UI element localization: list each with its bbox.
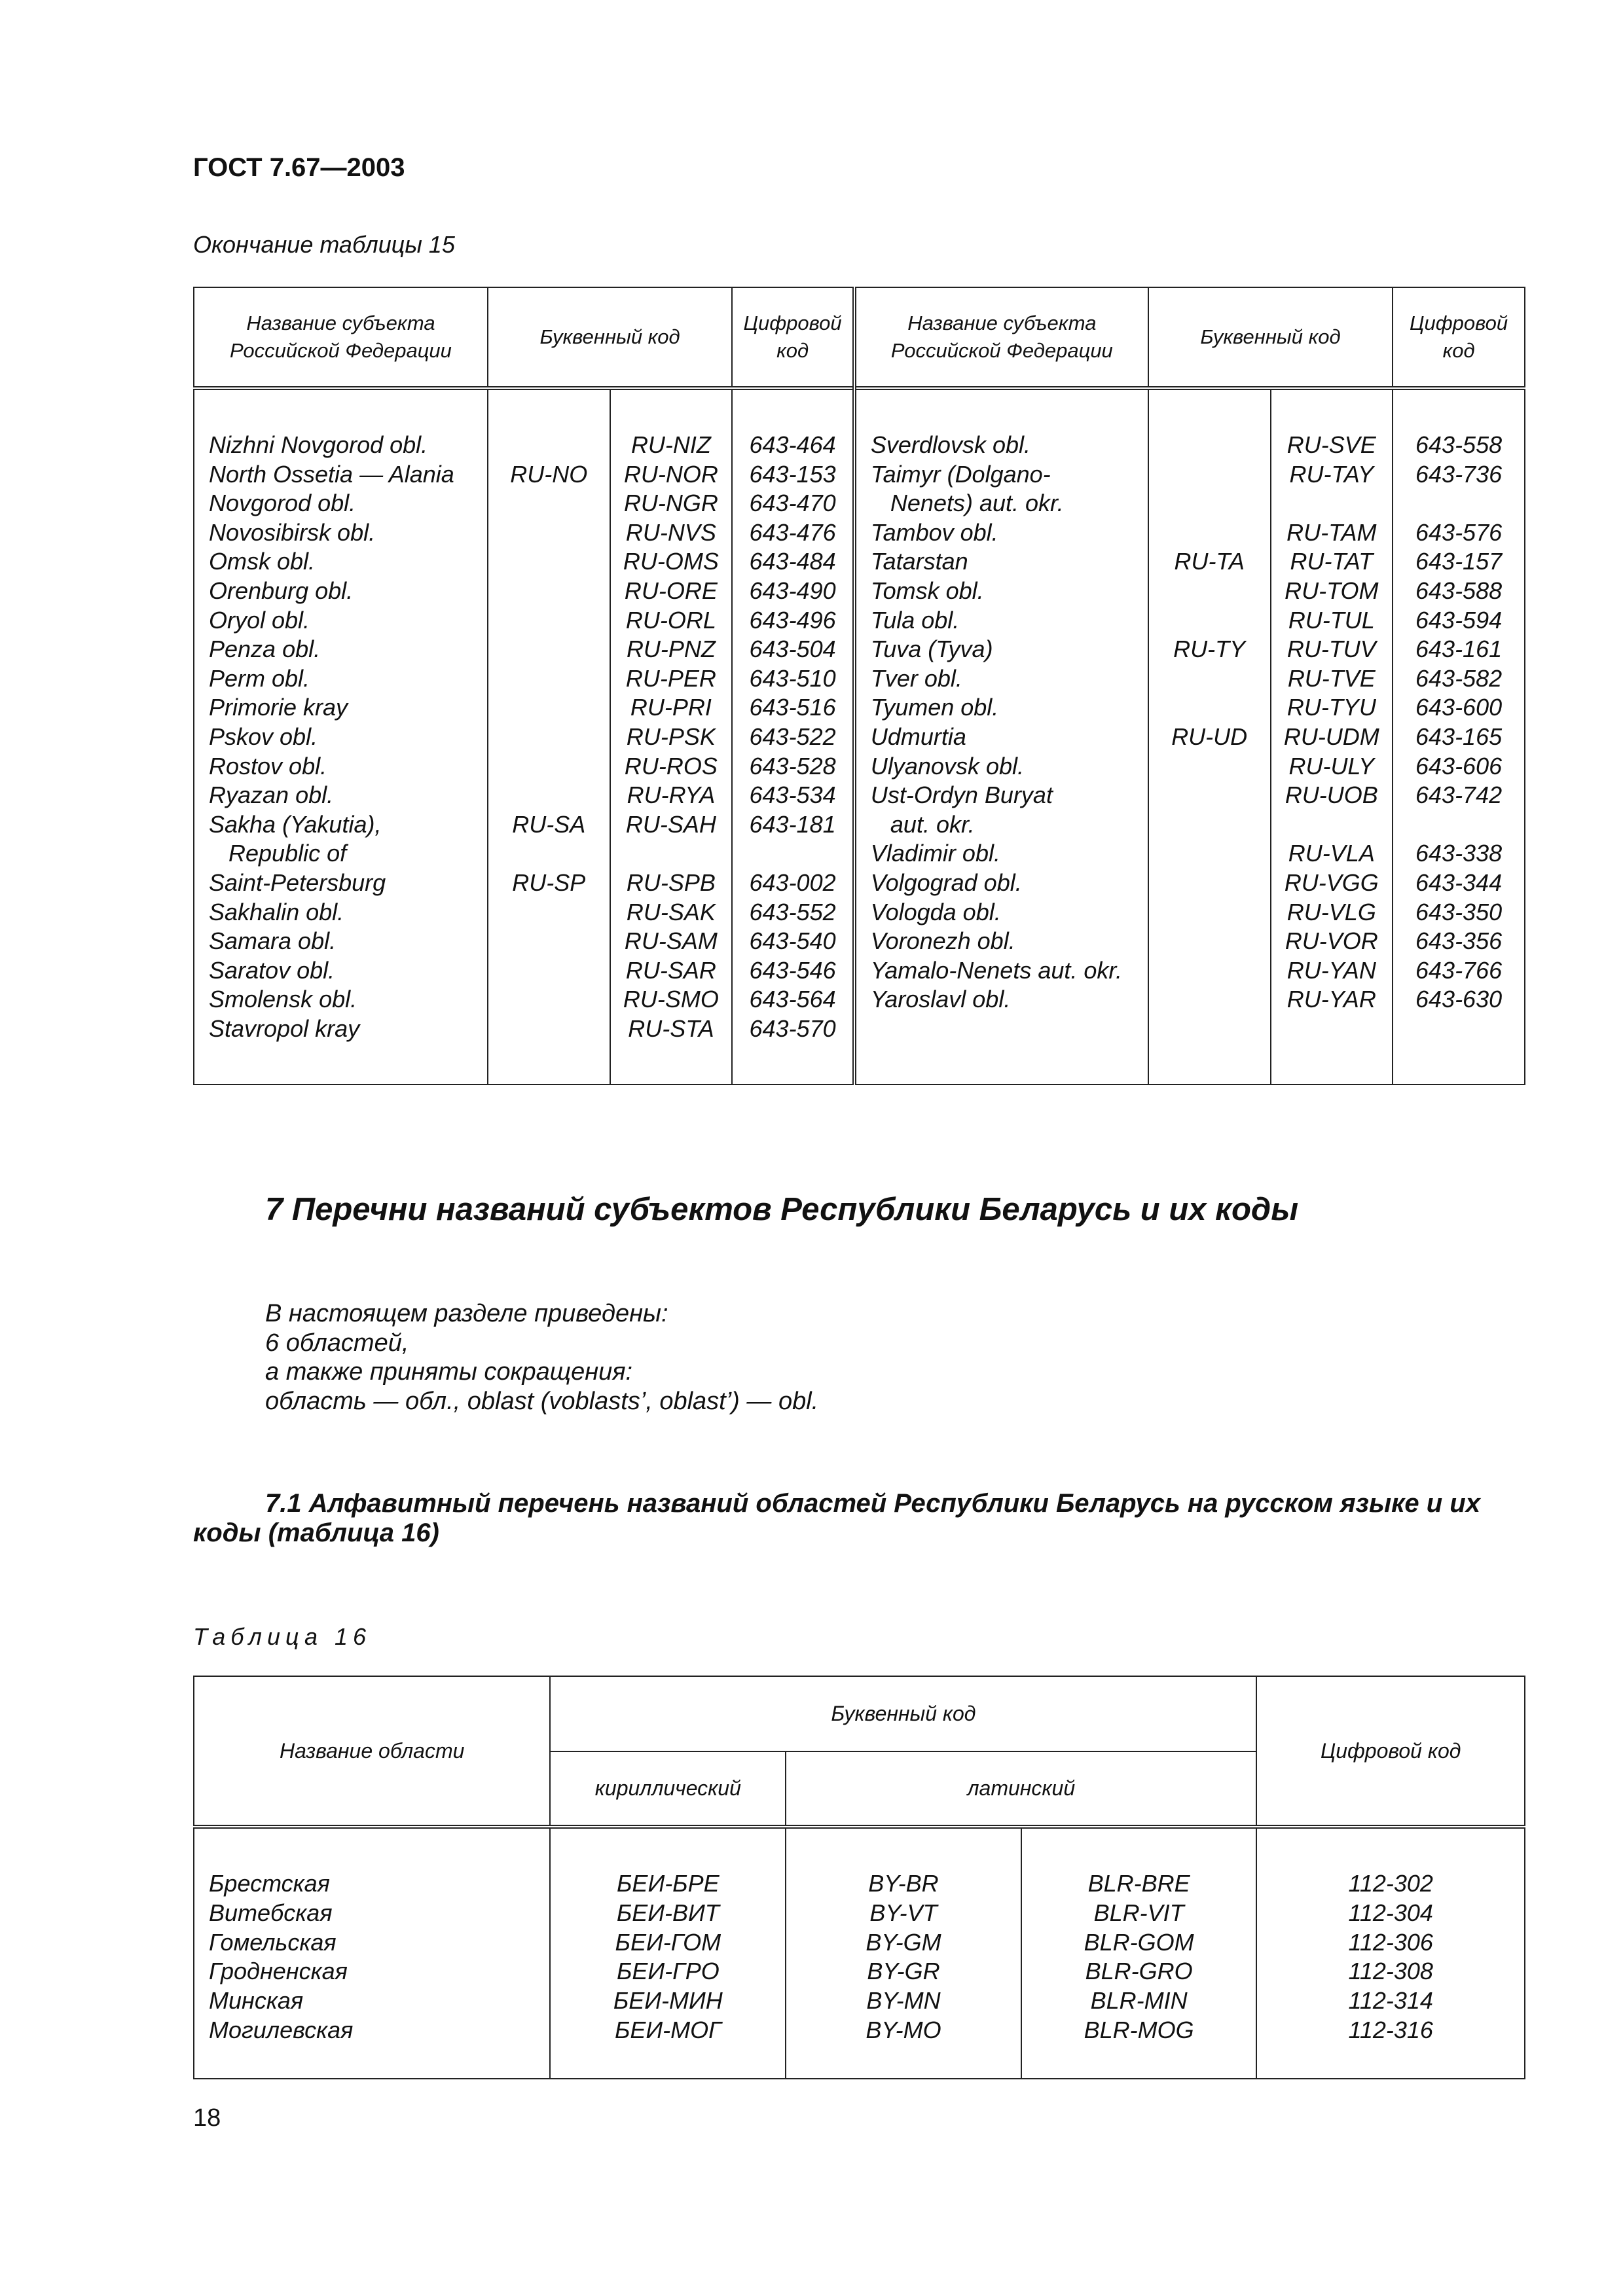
t15-right-num: 643-558 643-736 643-576 643-157 643-588 643-594 643-161 643-582 643-600 643-165 643-606 643-742 643-338 643-344 643-350 643-356 643-766 643-630	[1393, 388, 1525, 1085]
page-number: 18	[193, 2104, 221, 2132]
t15-header-num-right: Цифровой код	[1393, 287, 1525, 388]
t15-left-names: Nizhni Novgorod obl. North Ossetia — Alania Novgorod obl. Novosibirsk obl. Omsk obl. Orenburg obl. Oryol obl. Penza obl. Perm obl. Primorie kray Pskov obl. Rostov obl. Ryazan obl. Sakha (Yakutia), Republic of Saint-Petersburg Sakhalin obl. Samara obl. Saratov obl. Smolensk obl. Stavropol kray	[209, 431, 454, 1042]
t16-cyr: БЕИ-БРЕ БЕИ-ВИТ БЕИ-ГОМ БЕИ-ГРО БЕИ-МИН БЕИ-МОГ	[550, 1827, 786, 2079]
t16-num: 112-302 112-304 112-306 112-308 112-314 112-316	[1256, 1827, 1525, 2079]
t16-lat3: BLR-BRE BLR-VIT BLR-GOM BLR-GRO BLR-MIN BLR-MOG	[1021, 1827, 1257, 2079]
section-7-1-title: 7.1 Алфавитный перечень названий областей Республики Беларусь на русском языке и их коды (таблица 16)	[193, 1489, 1480, 1547]
t15-header-name-right: Название субъекта Российской Федерации	[854, 287, 1148, 388]
t16-lat2: BY-BR BY-VT BY-GM BY-GR BY-MN BY-MO	[786, 1827, 1021, 2079]
t15-right-alpha3: RU-SVE RU-TAY RU-TAM RU-TAT RU-TOM RU-TUL RU-TUV RU-TVE RU-TYU RU-UDM RU-ULY RU-UOB RU-VLA RU-VGG RU-VLG RU-VOR RU-YAN RU-YAR	[1271, 388, 1393, 1085]
t15-left-alpha3: RU-NIZ RU-NOR RU-NGR RU-NVS RU-OMS RU-ORE RU-ORL RU-PNZ RU-PER RU-PRI RU-PSK RU-ROS RU-RYA RU-SAH RU-SPB RU-SAK RU-SAM RU-SAR RU-SMO RU-STA	[610, 388, 733, 1085]
t15-header-name-left: Название субъекта Российской Федерации	[230, 312, 452, 362]
table16-caption: Таблица 16	[193, 1623, 372, 1650]
table-15	[193, 287, 1525, 1085]
t16-header-cyr: кириллический	[550, 1751, 786, 1827]
t16-names: Брестская Витебская Гомельская Гродненская Минская Могилевская	[209, 1870, 354, 2043]
table-row	[194, 388, 1525, 1085]
table15-caption: Окончание таблицы 15	[193, 231, 455, 258]
t16-header-name: Название области	[194, 1676, 550, 1827]
t16-header-num: Цифровой код	[1256, 1676, 1525, 1827]
t15-left-num: 643-464 643-153 643-470 643-476 643-484 643-490 643-496 643-504 643-510 643-516 643-522 643-528 643-534 643-181 643-002 643-552 643-540 643-546 643-564 643-570	[732, 388, 854, 1085]
t15-left-alpha2: RU-NO RU-SA RU-SP	[488, 388, 610, 1085]
t15-right-alpha2: RU-TA RU-TY RU-UD	[1148, 388, 1271, 1085]
t16-header-lat: латинский	[786, 1751, 1256, 1827]
table-16	[193, 1676, 1525, 2079]
t15-header-alpha-left: Буквенный код	[488, 287, 732, 388]
section-7-intro: В настоящем разделе приведены: 6 областей, а также приняты сокращения: область — обл., oblast (voblasts’, oblast’) — obl.	[265, 1300, 819, 1415]
table-row	[194, 1827, 1525, 2079]
document-header: ГОСТ 7.67—2003	[193, 153, 405, 182]
t15-header-num-left: Цифровой код	[732, 287, 854, 388]
t16-header-alpha: Буквенный код	[550, 1676, 1256, 1751]
section-7-title: 7 Перечни названий субъектов Республики Беларусь и их коды	[265, 1192, 1299, 1227]
t15-right-names: Sverdlovsk obl. Taimyr (Dolgano- Nenets) aut. okr. Tambov obl. Tatarstan Tomsk obl. Tula obl. Tuva (Tyva) Tver obl. Tyumen obl. Udmurtia Ulyanovsk obl. Ust-Ordyn Buryat aut. okr. Vladimir obl. Volgograd obl. Vologda obl. Voronezh obl. Yamalo-Nenets aut. okr. Yaroslavl obl.	[854, 388, 1148, 1085]
t15-header-alpha-right: Буквенный код	[1148, 287, 1393, 388]
